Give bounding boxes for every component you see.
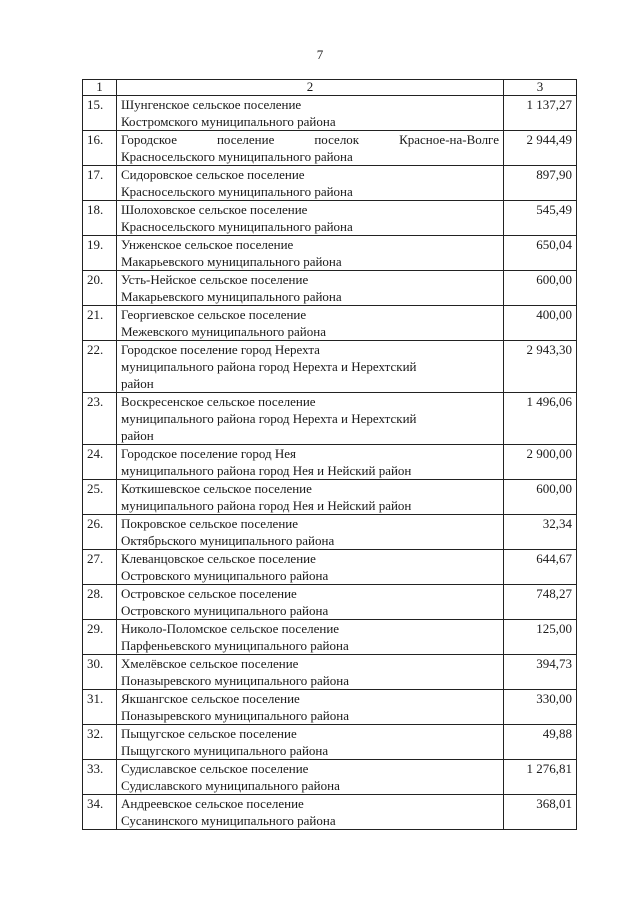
row-number: 23. [83, 393, 117, 445]
page-number: 7 [316, 47, 324, 62]
settlement-name-line: Судиславского муниципального района [121, 778, 340, 793]
table-row [83, 760, 577, 795]
table-row [83, 393, 577, 445]
table-row [83, 236, 577, 271]
settlement-name-line: Николо-Поломское сельское поселение [121, 621, 340, 636]
settlement-name [117, 655, 504, 690]
settlement-name-line: Сидоровское сельское поселение [121, 167, 305, 182]
settlement-name-line: Костромского муниципального района [121, 114, 336, 129]
settlement-name-line: муниципального района город Нерехта и Нерехтский [121, 359, 417, 374]
amount-value: 1 496,06 [504, 393, 577, 445]
row-number: 19. [83, 236, 117, 271]
row-number: 34. [83, 795, 117, 830]
settlement-name-line: Парфеньевского муниципального района [121, 638, 349, 653]
settlement-name [117, 341, 504, 393]
amount-value: 2 944,49 [504, 131, 577, 166]
settlement-name-line: Городское поселение поселок Красное-на-Волге [121, 132, 499, 147]
settlement-name [117, 725, 504, 760]
settlement-name [117, 236, 504, 271]
table-row [83, 341, 577, 393]
table-row [83, 620, 577, 655]
settlement-name [117, 445, 504, 480]
settlement-name [117, 760, 504, 795]
amount-value: 2 943,30 [504, 341, 577, 393]
amount-value: 330,00 [504, 690, 577, 725]
settlement-name-line: Воскресенское сельское поселение [121, 394, 316, 409]
header-cell-name: 2 [117, 80, 504, 96]
settlement-name-line: Красносельского муниципального района [121, 184, 353, 199]
row-number: 21. [83, 306, 117, 341]
amount-value: 49,88 [504, 725, 577, 760]
settlement-name [117, 393, 504, 445]
settlement-name [117, 166, 504, 201]
settlement-name-line: Сусанинского муниципального района [121, 813, 336, 828]
table-row [83, 131, 577, 166]
row-number: 31. [83, 690, 117, 725]
table-body [83, 96, 577, 830]
settlement-name-line: район [121, 428, 154, 443]
header-cell-amount: 3 [504, 80, 577, 96]
settlement-name-line: Шолоховское сельское поселение [121, 202, 308, 217]
settlement-name-line: Макарьевского муниципального района [121, 289, 342, 304]
table-row [83, 306, 577, 341]
settlement-name-line: Поназыревского муниципального района [121, 708, 349, 723]
amount-value: 32,34 [504, 515, 577, 550]
amount-value: 1 137,27 [504, 96, 577, 131]
row-number: 32. [83, 725, 117, 760]
amount-value: 125,00 [504, 620, 577, 655]
settlement-name-line: Поназыревского муниципального района [121, 673, 349, 688]
settlement-name-line: муниципального района город Нея и Нейский район [121, 463, 412, 478]
settlement-name-line: Межевского муниципального района [121, 324, 326, 339]
settlement-name-line: Октябрьского муниципального района [121, 533, 335, 548]
settlement-name [117, 96, 504, 131]
row-number: 16. [83, 131, 117, 166]
settlement-name-line: Усть-Нейское сельское поселение [121, 272, 309, 287]
row-number: 15. [83, 96, 117, 131]
settlement-name-line: Островского муниципального района [121, 603, 329, 618]
amount-value: 600,00 [504, 480, 577, 515]
settlement-name [117, 550, 504, 585]
amount-value: 394,73 [504, 655, 577, 690]
settlement-name [117, 306, 504, 341]
table-row [83, 445, 577, 480]
settlement-name-line: Пыщугское сельское поселение [121, 726, 297, 741]
settlement-name [117, 690, 504, 725]
amount-value: 644,67 [504, 550, 577, 585]
amount-value: 368,01 [504, 795, 577, 830]
settlement-name [117, 515, 504, 550]
table-row [83, 515, 577, 550]
row-number: 30. [83, 655, 117, 690]
amount-value: 545,49 [504, 201, 577, 236]
amount-value: 2 900,00 [504, 445, 577, 480]
settlement-name-line: Красносельского муниципального района [121, 149, 353, 164]
settlement-name-line: Городское поселение город Нерехта [121, 342, 320, 357]
settlement-name-line: Макарьевского муниципального района [121, 254, 342, 269]
settlement-name-line: Клеванцовское сельское поселение [121, 551, 316, 566]
settlement-name [117, 795, 504, 830]
settlement-name [117, 131, 504, 166]
amount-value: 600,00 [504, 271, 577, 306]
settlement-name-line: Островское сельское поселение [121, 586, 297, 601]
settlement-name-line: Пыщугского муниципального района [121, 743, 329, 758]
settlement-name-line: Островского муниципального района [121, 568, 329, 583]
settlement-name-line: район [121, 376, 154, 391]
table-row [83, 585, 577, 620]
table-row [83, 480, 577, 515]
amount-value: 650,04 [504, 236, 577, 271]
amount-value: 1 276,81 [504, 760, 577, 795]
settlement-name-line: Якшангское сельское поселение [121, 691, 300, 706]
settlement-name-line: Хмелёвское сельское поселение [121, 656, 299, 671]
row-number: 33. [83, 760, 117, 795]
table-row [83, 795, 577, 830]
settlement-name [117, 480, 504, 515]
settlement-name-line: Георгиевское сельское поселение [121, 307, 307, 322]
settlement-name-line: Покровское сельское поселение [121, 516, 299, 531]
row-number: 17. [83, 166, 117, 201]
amount-value: 748,27 [504, 585, 577, 620]
header-row [83, 80, 577, 96]
data-table [82, 79, 577, 830]
row-number: 24. [83, 445, 117, 480]
table-row [83, 96, 577, 131]
table-row [83, 655, 577, 690]
row-number: 20. [83, 271, 117, 306]
row-number: 26. [83, 515, 117, 550]
header-cell-number: 1 [83, 80, 117, 96]
table-row [83, 271, 577, 306]
settlement-name-line: Коткишевское сельское поселение [121, 481, 312, 496]
table-row [83, 550, 577, 585]
table-row [83, 690, 577, 725]
settlement-name-line: Городское поселение город Нея [121, 446, 297, 461]
row-number: 18. [83, 201, 117, 236]
settlement-name [117, 620, 504, 655]
settlement-name [117, 201, 504, 236]
settlement-name-line: Судиславское сельское поселение [121, 761, 309, 776]
settlement-name-line: муниципального района город Нея и Нейский район [121, 498, 412, 513]
row-number: 22. [83, 341, 117, 393]
settlement-name-line: муниципального района город Нерехта и Нерехтский [121, 411, 417, 426]
amount-value: 400,00 [504, 306, 577, 341]
settlement-name [117, 271, 504, 306]
table-row [83, 201, 577, 236]
row-number: 25. [83, 480, 117, 515]
table-header [83, 80, 577, 96]
table-row [83, 725, 577, 760]
settlement-name-line: Андреевское сельское поселение [121, 796, 304, 811]
row-number: 29. [83, 620, 117, 655]
table-row [83, 166, 577, 201]
settlement-name-line: Унженское сельское поселение [121, 237, 294, 252]
row-number: 27. [83, 550, 117, 585]
settlement-name [117, 585, 504, 620]
settlement-name-line: Красносельского муниципального района [121, 219, 353, 234]
amount-value: 897,90 [504, 166, 577, 201]
row-number: 28. [83, 585, 117, 620]
settlement-name-line: Шунгенское сельское поселение [121, 97, 302, 112]
